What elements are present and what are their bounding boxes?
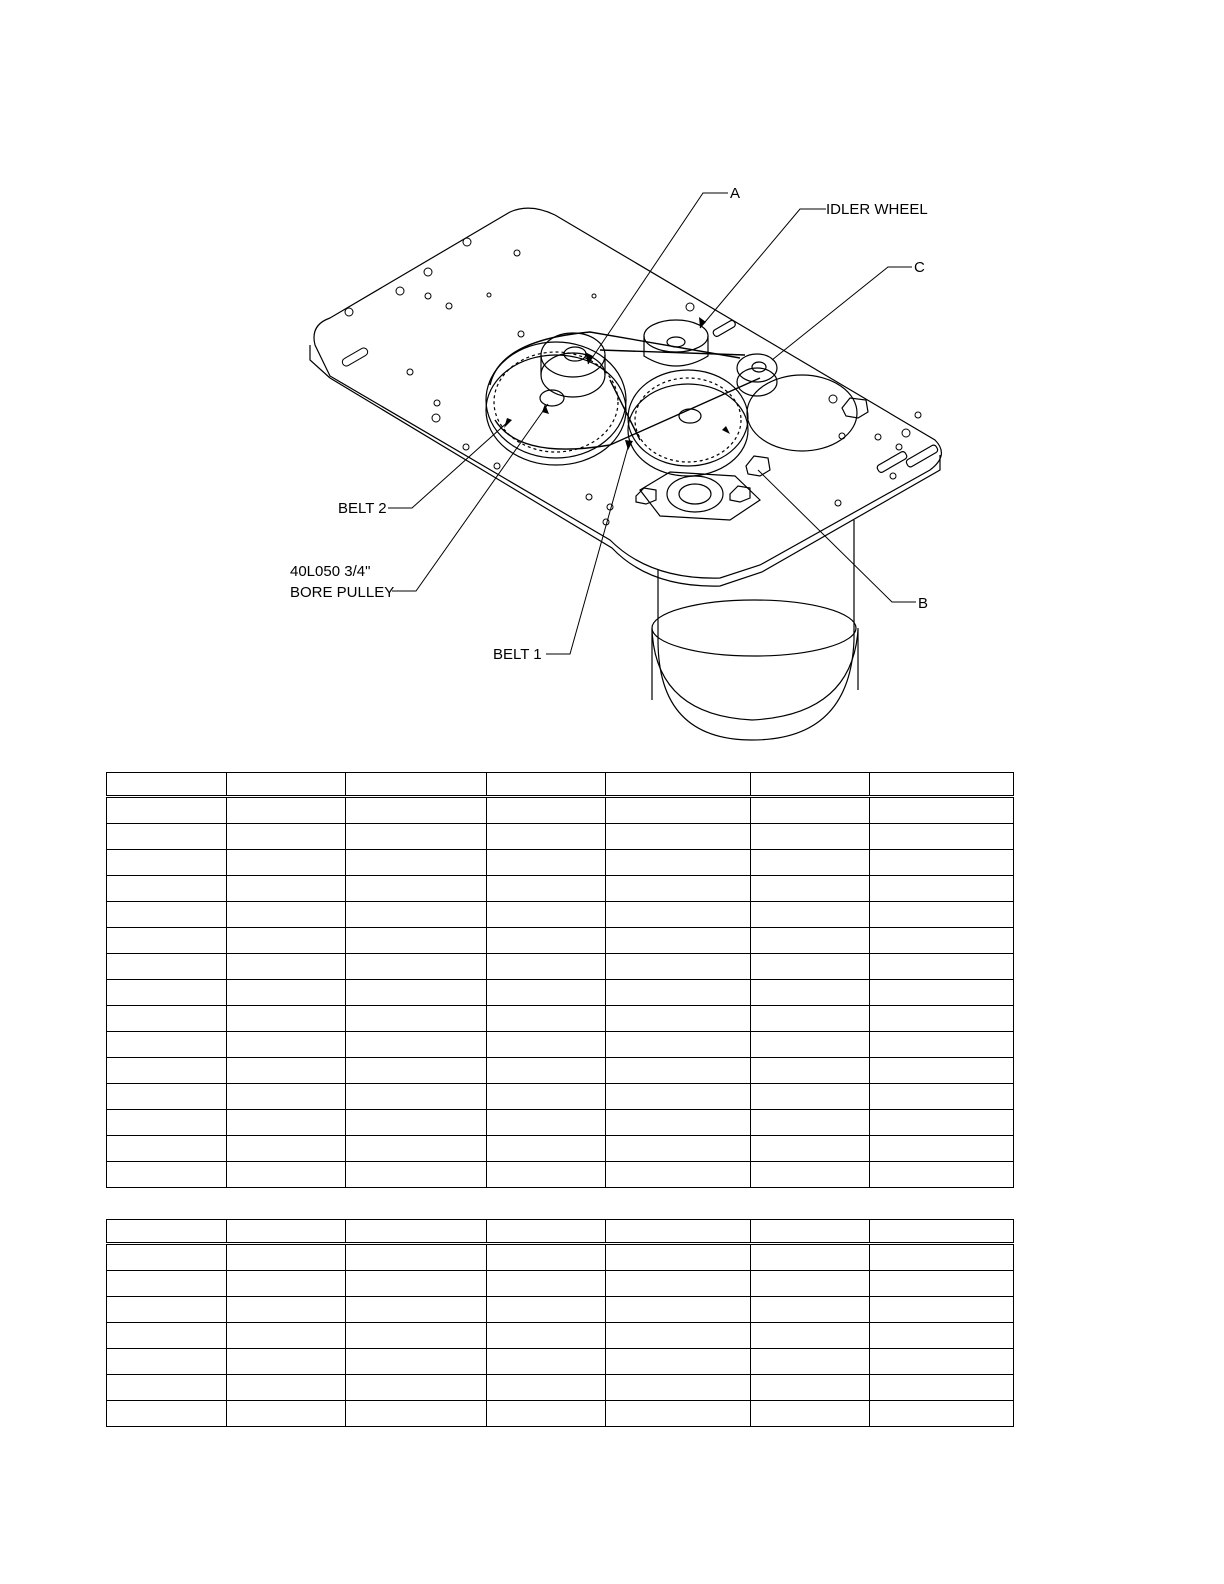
table-cell — [227, 1297, 346, 1323]
table-cell — [751, 1032, 870, 1058]
table-cell — [487, 980, 606, 1006]
table-cell — [346, 954, 487, 980]
table-row — [107, 850, 1014, 876]
table-cell — [487, 1136, 606, 1162]
callout-pulley-line1: 40L050 3/4" — [290, 563, 371, 580]
table-cell — [751, 1401, 870, 1427]
table-cell — [870, 1162, 1014, 1188]
table-cell — [870, 1110, 1014, 1136]
table-cell — [870, 1323, 1014, 1349]
parts-table-2 — [106, 1219, 1014, 1427]
table-cell — [606, 928, 751, 954]
table-cell — [606, 824, 751, 850]
bolt-b — [746, 456, 770, 476]
table-row — [107, 1401, 1014, 1427]
table-cell — [107, 1084, 227, 1110]
table-row — [107, 824, 1014, 850]
table-cell — [227, 1032, 346, 1058]
bearing-block — [636, 472, 760, 520]
leader-lines — [388, 193, 916, 654]
table-cell — [870, 1271, 1014, 1297]
table-cell — [107, 1136, 227, 1162]
table-cell — [606, 1271, 751, 1297]
table-cell — [227, 1244, 346, 1271]
table-cell — [870, 928, 1014, 954]
table-cell — [870, 1006, 1014, 1032]
table-cell — [606, 980, 751, 1006]
table-cell — [487, 1032, 606, 1058]
table-cell — [606, 1220, 751, 1244]
drive-assembly-drawing — [0, 0, 1224, 760]
table-row — [107, 1032, 1014, 1058]
table-cell — [487, 1323, 606, 1349]
callout-a: A — [730, 185, 741, 202]
table-cell — [870, 1244, 1014, 1271]
table-cell — [487, 1244, 606, 1271]
table-cell — [227, 1271, 346, 1297]
table-cell — [346, 824, 487, 850]
table-cell — [606, 876, 751, 902]
table-row — [107, 1006, 1014, 1032]
table-cell — [227, 1006, 346, 1032]
table-cell — [751, 954, 870, 980]
table-cell — [227, 876, 346, 902]
table-cell — [346, 1110, 487, 1136]
table-cell — [227, 773, 346, 797]
table-cell — [870, 1297, 1014, 1323]
plate-slots — [712, 319, 939, 473]
table-cell — [487, 1084, 606, 1110]
table-cell — [227, 1084, 346, 1110]
table-cell — [487, 1349, 606, 1375]
table-row — [107, 1244, 1014, 1271]
table-cell — [751, 850, 870, 876]
table-cell — [107, 797, 227, 824]
callout-belt-1: BELT 1 — [493, 646, 542, 663]
table-cell — [346, 1297, 487, 1323]
table-cell — [751, 1162, 870, 1188]
table-cell — [227, 902, 346, 928]
table-cell — [606, 1162, 751, 1188]
table-cell — [107, 773, 227, 797]
table-cell — [346, 1032, 487, 1058]
table-cell — [107, 1110, 227, 1136]
table-row — [107, 876, 1014, 902]
table-cell — [346, 928, 487, 954]
table-cell — [487, 1110, 606, 1136]
parts-table-1 — [106, 772, 1014, 1188]
table-cell — [346, 1401, 487, 1427]
table-cell — [107, 954, 227, 980]
table-cell — [227, 1058, 346, 1084]
table-cell — [107, 1220, 227, 1244]
table-row — [107, 1162, 1014, 1188]
table-header-row — [107, 773, 1014, 797]
table-cell — [107, 928, 227, 954]
table-cell — [487, 850, 606, 876]
table-row — [107, 980, 1014, 1006]
table-cell — [487, 1006, 606, 1032]
table-cell — [870, 902, 1014, 928]
table-cell — [107, 850, 227, 876]
table-cell — [346, 773, 487, 797]
table-cell — [870, 1084, 1014, 1110]
table-cell — [227, 980, 346, 1006]
table-cell — [751, 824, 870, 850]
table-cell — [107, 1271, 227, 1297]
callout-idler-wheel: IDLER WHEEL — [826, 201, 928, 218]
table-cell — [870, 1375, 1014, 1401]
table-cell — [227, 797, 346, 824]
table-cell — [751, 1375, 870, 1401]
table-cell — [227, 1401, 346, 1427]
table-cell — [751, 1297, 870, 1323]
table-row — [107, 797, 1014, 824]
table-cell — [107, 876, 227, 902]
table-cell — [487, 824, 606, 850]
table-row — [107, 1271, 1014, 1297]
table-cell — [870, 797, 1014, 824]
table-cell — [751, 1110, 870, 1136]
table-cell — [870, 876, 1014, 902]
table-cell — [870, 980, 1014, 1006]
table-cell — [487, 1297, 606, 1323]
table-cell — [227, 1323, 346, 1349]
table-row — [107, 1110, 1014, 1136]
table-cell — [751, 876, 870, 902]
table-cell — [870, 824, 1014, 850]
cover-disc — [747, 375, 857, 451]
table-cell — [346, 1084, 487, 1110]
table-cell — [346, 1349, 487, 1375]
table-cell — [227, 1162, 346, 1188]
table-cell — [107, 1162, 227, 1188]
table-cell — [227, 1110, 346, 1136]
table-cell — [107, 1244, 227, 1271]
table-cell — [487, 797, 606, 824]
table-cell — [107, 1032, 227, 1058]
table-cell — [751, 1136, 870, 1162]
table-cell — [346, 850, 487, 876]
table-cell — [751, 1220, 870, 1244]
table-cell — [606, 1084, 751, 1110]
table-cell — [751, 928, 870, 954]
table-cell — [346, 876, 487, 902]
table-cell — [751, 1006, 870, 1032]
table-cell — [606, 1244, 751, 1271]
table-row — [107, 1349, 1014, 1375]
table-cell — [346, 1375, 487, 1401]
table-cell — [606, 1058, 751, 1084]
table-row — [107, 902, 1014, 928]
table-cell — [606, 850, 751, 876]
table-cell — [346, 1220, 487, 1244]
table-cell — [487, 1058, 606, 1084]
table-cell — [606, 1136, 751, 1162]
table-cell — [107, 824, 227, 850]
table-cell — [227, 850, 346, 876]
table-cell — [227, 824, 346, 850]
table-cell — [487, 1375, 606, 1401]
table-cell — [870, 1401, 1014, 1427]
table-cell — [107, 1058, 227, 1084]
table-cell — [487, 1162, 606, 1188]
motor-housing — [652, 520, 858, 740]
table-cell — [870, 1136, 1014, 1162]
table-row — [107, 1375, 1014, 1401]
table-cell — [751, 1349, 870, 1375]
table-cell — [751, 902, 870, 928]
table-row — [107, 928, 1014, 954]
table-cell — [751, 1084, 870, 1110]
right-pulley — [628, 370, 748, 476]
callout-b: B — [918, 595, 929, 612]
table-cell — [487, 1401, 606, 1427]
table-cell — [487, 773, 606, 797]
callout-belt-2: BELT 2 — [338, 500, 387, 517]
table-cell — [751, 1271, 870, 1297]
table-cell — [487, 928, 606, 954]
table-cell — [487, 902, 606, 928]
table-row — [107, 954, 1014, 980]
table-cell — [870, 1220, 1014, 1244]
callout-c: C — [914, 259, 925, 276]
table-cell — [870, 1349, 1014, 1375]
table-cell — [870, 773, 1014, 797]
table-cell — [227, 928, 346, 954]
table-cell — [870, 850, 1014, 876]
table-cell — [107, 1323, 227, 1349]
table-cell — [227, 1375, 346, 1401]
table-cell — [227, 1220, 346, 1244]
table-cell — [606, 1375, 751, 1401]
table-cell — [487, 1271, 606, 1297]
table-cell — [346, 902, 487, 928]
table-cell — [227, 954, 346, 980]
table-cell — [606, 1323, 751, 1349]
table-cell — [487, 954, 606, 980]
table-row — [107, 1084, 1014, 1110]
table-cell — [751, 797, 870, 824]
table-cell — [487, 1220, 606, 1244]
table-cell — [487, 876, 606, 902]
callout-pulley-line2: BORE PULLEY — [290, 584, 395, 601]
table-cell — [107, 1297, 227, 1323]
table-cell — [346, 1271, 487, 1297]
table-cell — [606, 1349, 751, 1375]
table-cell — [751, 1058, 870, 1084]
table-cell — [606, 773, 751, 797]
table-row — [107, 1058, 1014, 1084]
table-cell — [346, 1244, 487, 1271]
table-row — [107, 1297, 1014, 1323]
table-cell — [606, 902, 751, 928]
table-cell — [346, 1006, 487, 1032]
table-cell — [751, 1323, 870, 1349]
table-cell — [346, 1136, 487, 1162]
table-cell — [346, 1058, 487, 1084]
table-cell — [751, 1244, 870, 1271]
table-cell — [107, 1006, 227, 1032]
table-cell — [606, 954, 751, 980]
table-cell — [870, 954, 1014, 980]
table-cell — [346, 1323, 487, 1349]
table-cell — [606, 1110, 751, 1136]
table-cell — [606, 797, 751, 824]
table-cell — [346, 797, 487, 824]
table-row — [107, 1323, 1014, 1349]
table-header-row — [107, 1220, 1014, 1244]
table-cell — [606, 1032, 751, 1058]
table-row — [107, 1136, 1014, 1162]
table-cell — [107, 902, 227, 928]
table-cell — [870, 1032, 1014, 1058]
table-cell — [751, 773, 870, 797]
table-cell — [606, 1401, 751, 1427]
table-cell — [227, 1136, 346, 1162]
table-cell — [870, 1058, 1014, 1084]
table-cell — [107, 1375, 227, 1401]
pulley-c — [737, 354, 777, 396]
table-cell — [107, 1401, 227, 1427]
table-cell — [107, 1349, 227, 1375]
table-cell — [107, 980, 227, 1006]
table-cell — [606, 1006, 751, 1032]
table-cell — [227, 1349, 346, 1375]
table-cell — [346, 1162, 487, 1188]
table-cell — [346, 980, 487, 1006]
table-cell — [751, 980, 870, 1006]
table-cell — [606, 1297, 751, 1323]
